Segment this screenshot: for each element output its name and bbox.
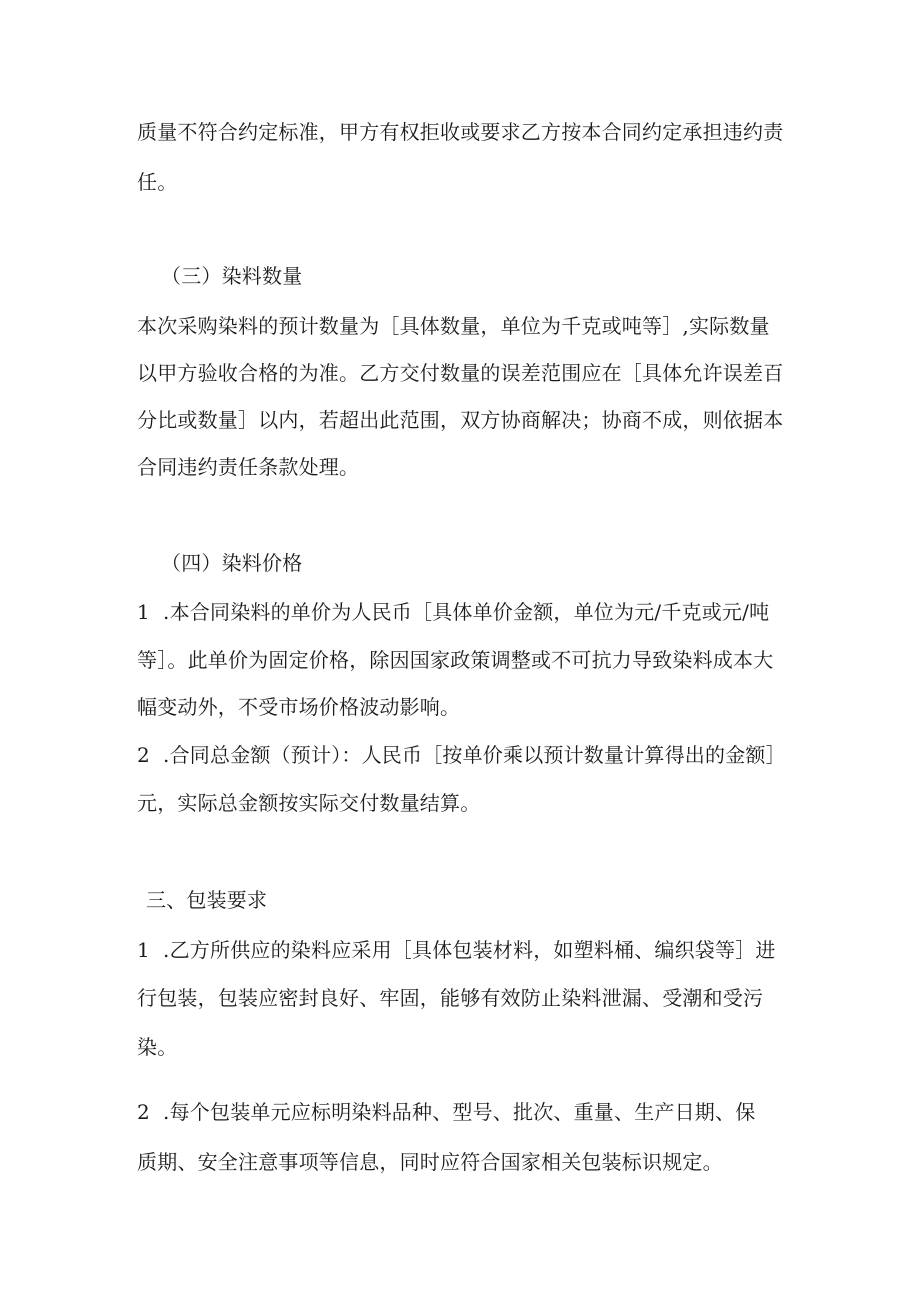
list-item-line: 2 .合同总金额（预计）：人民币［按单价乘以预计数量计算得出的金额］ (137, 743, 786, 767)
section-heading-packaging: 三、包装要求 (146, 888, 268, 912)
paragraph-line: 染。 (137, 1035, 178, 1059)
paragraph-line: 分比或数量］以内，若超出此范围，双方协商解决；协商不成，则依据本 (137, 408, 784, 432)
paragraph-line: 行包装，包装应密封良好、牢固，能够有效防止染料泄漏、受潮和受污 (137, 986, 764, 1010)
paragraph-line: 本次采购染料的预计数量为［具体数量，单位为千克或吨等］,实际数量 (137, 314, 770, 338)
list-item-line: 1 .乙方所供应的染料应采用［具体包装材料，如塑料桶、编织袋等］进 (137, 938, 776, 962)
paragraph-line: 等］。此单价为固定价格，除因国家政策调整或不可抗力导致染料成本大 (137, 648, 774, 672)
paragraph-line: 以甲方验收合格的为准。乙方交付数量的误差范围应在［具体允许误差百 (137, 361, 784, 385)
paragraph-line: 任。 (137, 170, 178, 194)
subsection-heading-quantity: （三）染料数量 (161, 264, 303, 288)
subsection-heading-price: （四）染料价格 (161, 551, 303, 575)
paragraph-line: 合同违约责任条款处理。 (137, 455, 360, 479)
paragraph-line: 质期、安全注意事项等信息，同时应符合国家相关包装标识规定。 (137, 1150, 723, 1174)
paragraph-line: 幅变动外，不受市场价格波动影响。 (137, 695, 461, 719)
paragraph-line: 元，实际总金额按实际交付数量结算。 (137, 791, 481, 815)
list-item-line: 2 .每个包装单元应标明染料品种、型号、批次、重量、生产日期、保 (137, 1100, 756, 1124)
list-item-line: 1 .本合同染料的单价为人民币［具体单价金额，单位为元/千克或元/吨 (137, 600, 770, 624)
paragraph-line: 质量不符合约定标准，甲方有权拒收或要求乙方按本合同约定承担违约责 (137, 120, 784, 144)
